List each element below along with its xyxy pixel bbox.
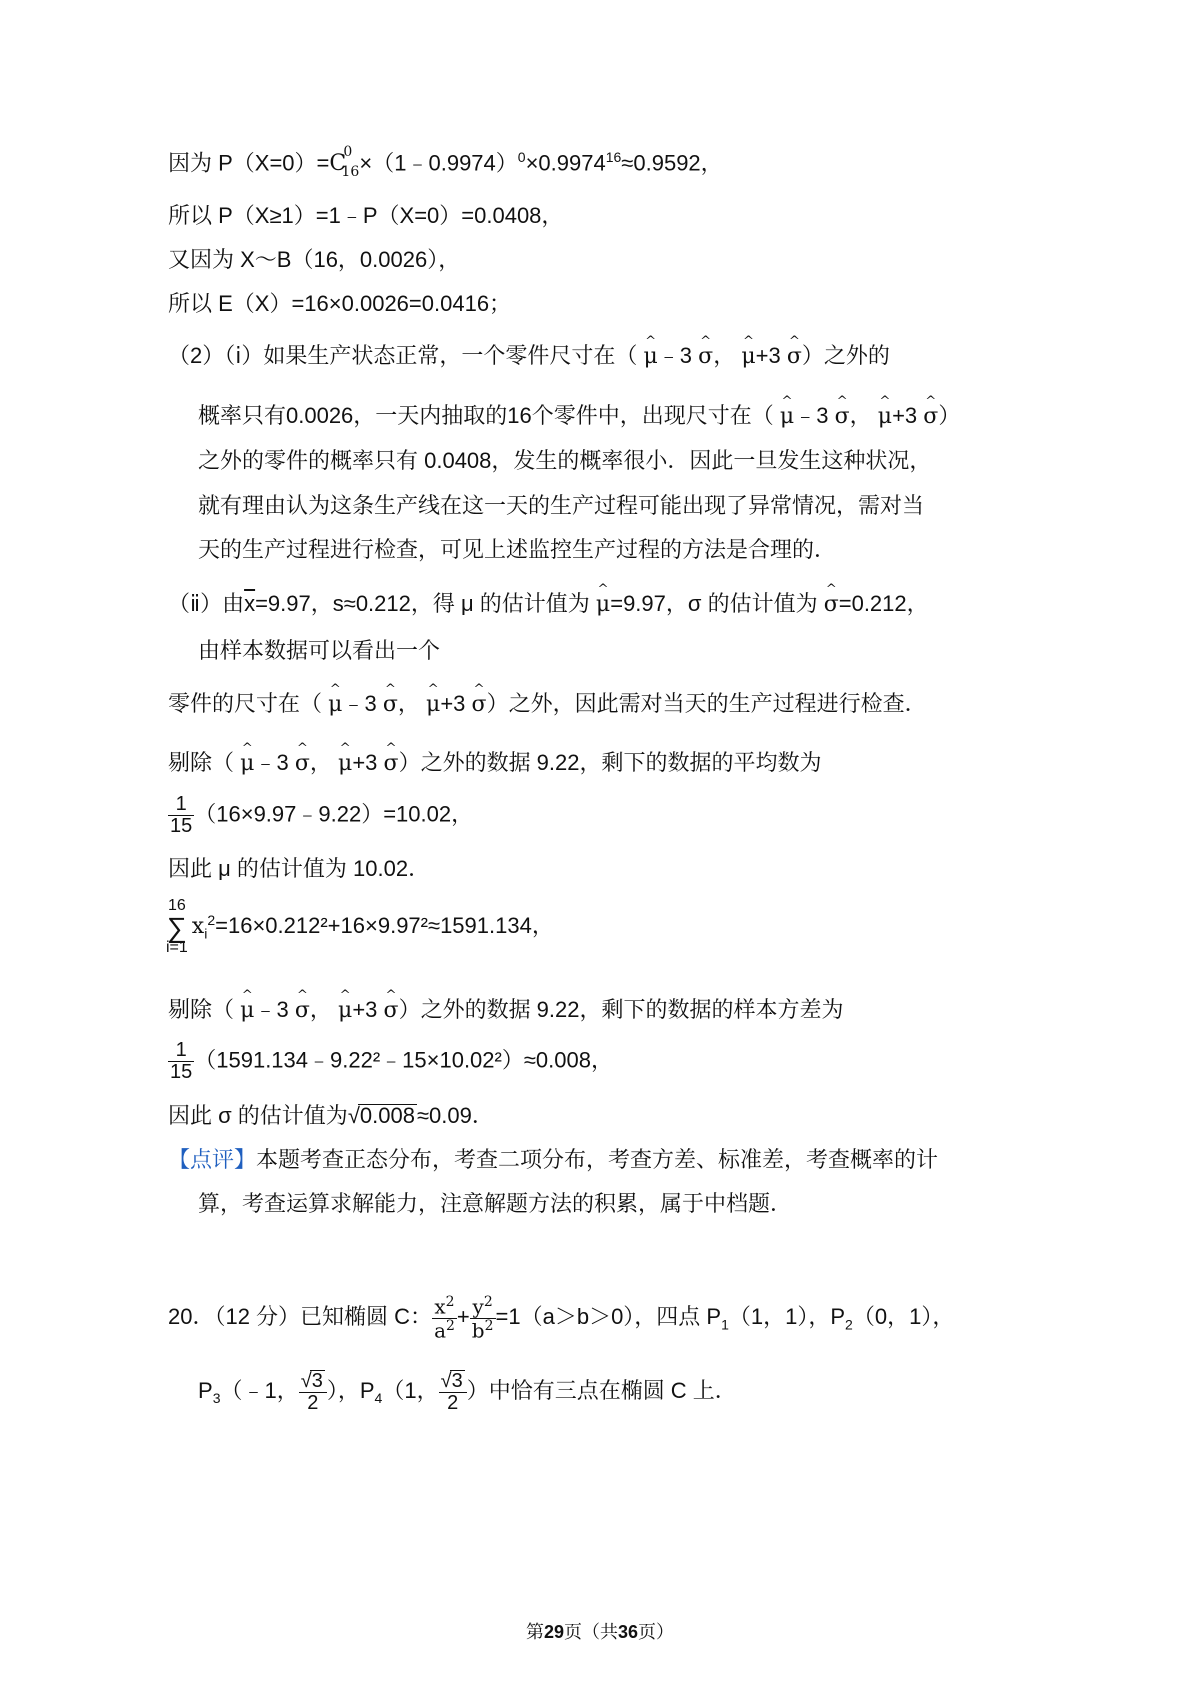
text-segment: （2）（ⅰ）如果生产状态正常，一个零件尺寸在（ <box>168 343 638 368</box>
combination-sup: 0 <box>343 144 353 161</box>
page-footer <box>0 1618 1200 1644</box>
sum-upper: 16 <box>168 897 186 914</box>
text-segment: ﹣3 <box>794 403 829 428</box>
combination-symbol <box>329 144 360 181</box>
summation <box>166 898 188 957</box>
comment-tag: 【点评】 <box>168 1147 257 1172</box>
sigma-hat: ^ σ <box>384 1000 399 1022</box>
subscript: 2 <box>845 1316 853 1333</box>
denominator: 2 <box>307 1392 319 1414</box>
sigma-hat: ^ σ <box>787 346 802 368</box>
problem-20-line-2 <box>198 1370 737 1414</box>
footer-text: 页） <box>638 1622 675 1643</box>
sqrt-radicand: 3 <box>311 1370 323 1392</box>
text-line-17 <box>168 999 844 1022</box>
text-segment: ）之外的数据 9.22，剩下的数据的平均数为 <box>398 750 822 775</box>
text-segment: ）之外的 <box>801 343 890 368</box>
text-segment: ， <box>849 403 872 428</box>
text-segment: （﹣1， <box>220 1377 299 1403</box>
sigma-hat: ^ σ <box>383 694 398 716</box>
text-segment: ×0.9974 <box>525 150 606 176</box>
text-segment: =9.97，s≈0.212，得 μ 的估计值为 <box>255 591 590 616</box>
mu-hat: ^ μ <box>643 346 657 368</box>
text-line-1 <box>168 144 723 181</box>
text-segment: +3 <box>352 750 378 775</box>
numerator: y <box>472 1294 484 1319</box>
mu-hat: ^ μ <box>338 1000 352 1022</box>
denominator: 2 <box>447 1392 459 1414</box>
sigma-hat: ^ σ <box>835 406 850 428</box>
text-line-3: 又因为 X～B（16，0.0026）， <box>168 247 461 272</box>
sqrt-sign: √ <box>300 1370 312 1392</box>
text-segment: 因为 P（X=0）= <box>168 150 330 176</box>
fraction-sqrt3-2 <box>299 1370 327 1414</box>
comment-line-2: 算，考查运算求解能力，注意解题方法的积累，属于中档题． <box>198 1191 793 1216</box>
text-segment: =0.212， <box>838 591 929 616</box>
text-segment: ， <box>713 343 736 368</box>
text-segment: ）之外的数据 9.22，剩下的数据的样本方差为 <box>398 997 844 1022</box>
text-line-14 <box>168 794 473 837</box>
sqrt-sign: √ <box>347 1103 360 1128</box>
combination-c: C <box>329 151 347 177</box>
sum-sign: ∑ <box>166 911 187 943</box>
text-segment: 概率只有0.0026，一天内抽取的16个零件中，出现尺寸在（ <box>198 403 774 428</box>
text-segment: P <box>198 1377 213 1403</box>
text-line-10 <box>168 593 929 616</box>
superscript: 2 <box>483 1294 493 1310</box>
problem-20-line-1 <box>168 1295 954 1341</box>
text-segment: ﹣3 <box>657 343 693 368</box>
text-line-18 <box>168 1040 613 1083</box>
text-segment: ）中恰有三点在椭圆 C 上． <box>466 1377 737 1403</box>
numerator: x <box>434 1294 446 1319</box>
fraction-one-fifteen <box>168 1040 194 1083</box>
superscript: 0 <box>517 149 526 165</box>
sigma-hat: ^ σ <box>295 753 310 775</box>
text-segment: =9.97，σ 的估计值为 <box>610 591 818 616</box>
sigma-hat: ^ σ <box>472 694 487 716</box>
text-line-15: 因此 μ 的估计值为 10.02． <box>168 856 431 881</box>
text-segment: =1（a＞b＞0），四点 P <box>495 1303 722 1329</box>
text-segment: 零件的尺寸在（ <box>168 691 323 716</box>
text-segment: =16×0.212²+16×9.97²≈1591.134， <box>215 913 554 939</box>
text-segment: +3 <box>440 691 466 716</box>
text-line-11: 由样本数据可以看出一个 <box>198 638 441 663</box>
fraction-one-fifteen <box>168 794 194 837</box>
footer-text: 第 <box>525 1622 544 1643</box>
text-segment: ， <box>309 750 332 775</box>
mu-hat: ^ μ <box>240 753 254 775</box>
superscript: 2 <box>446 1317 455 1334</box>
subscript: 1 <box>721 1316 729 1333</box>
denominator: 15 <box>170 815 193 837</box>
subscript: 3 <box>212 1390 221 1407</box>
text-segment: 因此 σ 的估计值为 <box>168 1103 348 1128</box>
text-line-7: 之外的零件的概率只有 0.0408，发生的概率很小．因此一旦发生这种状况， <box>198 448 932 473</box>
text-segment: 剔除（ <box>168 750 235 775</box>
x-var: x <box>191 914 205 940</box>
footer-text: 页（共 <box>564 1622 618 1643</box>
text-segment: + <box>456 1303 470 1329</box>
sigma-hat: ^ σ <box>295 1000 310 1022</box>
text-segment: （16×9.97﹣9.22）=10.02， <box>194 801 474 827</box>
mu-hat: ^ μ <box>878 406 892 428</box>
sqrt-radicand: 0.008 <box>359 1103 415 1128</box>
numerator: 1 <box>168 1040 194 1062</box>
fraction-x2-a2 <box>432 1295 457 1341</box>
mu-hat: ^ μ <box>596 594 610 616</box>
text-line-6 <box>198 405 960 428</box>
fraction-sqrt3-2 <box>439 1370 467 1414</box>
text-segment: （1，1），P <box>728 1303 846 1329</box>
denominator: b <box>471 1318 485 1343</box>
numerator: 1 <box>168 794 194 816</box>
text-line-19 <box>168 1104 494 1127</box>
sigma-hat: ^ σ <box>698 346 713 368</box>
text-segment: （1， <box>382 1377 439 1403</box>
comment-line-1 <box>168 1149 938 1171</box>
text-segment: +3 <box>352 997 378 1022</box>
text-line-5 <box>168 345 890 368</box>
text-segment: ， <box>397 691 420 716</box>
text-segment: ﹣3 <box>254 997 289 1022</box>
mu-hat: ^ μ <box>240 1000 254 1022</box>
text-line-9: 天的生产过程进行检查，可见上述监控生产过程的方法是合理的． <box>198 537 837 562</box>
text-line-4: 所以 E（X）=16×0.0026=0.0416； <box>168 291 512 316</box>
text-line-13 <box>168 752 822 775</box>
x-bar: $\overline{x}$ <box>244 591 256 616</box>
denominator: 15 <box>170 1061 193 1083</box>
subscript: i <box>204 925 208 942</box>
text-segment: 本题考查正态分布，考查二项分布，考查方差、标准差，考查概率的计 <box>256 1147 939 1172</box>
sigma-hat: ^ σ <box>923 406 938 428</box>
text-segment: +3 <box>755 343 781 368</box>
subscript: 4 <box>374 1390 383 1407</box>
text-line-12 <box>168 693 927 716</box>
superscript: 16 <box>605 149 622 165</box>
fraction-y2-b2 <box>470 1295 496 1341</box>
text-segment: ≈0.9592， <box>621 150 723 176</box>
text-segment: （1591.134﹣9.22²﹣15×10.02²）≈0.008， <box>194 1047 613 1073</box>
sum-lower: i=1 <box>166 938 188 956</box>
text-segment: ， <box>309 997 332 1022</box>
text-segment: ）之外，因此需对当天的生产过程进行检查． <box>486 691 927 716</box>
text-line-8: 就有理由认为这条生产线在这一天的生产过程可能出现了异常情况，需对当 <box>198 493 925 518</box>
mu-hat: ^ μ <box>426 694 440 716</box>
superscript: 2 <box>207 911 216 928</box>
sigma-hat: ^ σ <box>384 753 399 775</box>
mu-hat: ^ μ <box>780 406 794 428</box>
text-segment: 20．（12 分）已知椭圆 C： <box>168 1303 433 1329</box>
text-segment: ×（1﹣0.9974） <box>359 150 518 176</box>
mu-hat: ^ μ <box>328 694 342 716</box>
text-segment: ），P <box>326 1377 375 1403</box>
text-segment: ≈0.09． <box>416 1103 494 1128</box>
combination-sub: 16 <box>341 164 360 181</box>
text-segment: ） <box>938 403 961 428</box>
text-line-2: 所以 P（X≥1）=1﹣P（X=0）=0.0408， <box>168 203 564 228</box>
denominator: a <box>434 1318 446 1343</box>
text-segment: ﹣3 <box>342 691 377 716</box>
text-segment: 剔除（ <box>168 997 235 1022</box>
page-number: 29 <box>543 1622 564 1642</box>
text-segment: （ⅱ）由 <box>168 591 245 616</box>
text-line-16 <box>166 898 554 957</box>
text-segment: +3 <box>892 403 918 428</box>
sqrt-radicand: 3 <box>451 1370 463 1392</box>
text-segment: ﹣3 <box>254 750 289 775</box>
mu-hat: ^ μ <box>741 346 755 368</box>
sqrt-sign: √ <box>440 1370 452 1392</box>
total-pages: 36 <box>618 1622 639 1642</box>
superscript: 2 <box>445 1294 455 1310</box>
text-segment: （0，1）， <box>852 1303 955 1329</box>
superscript: 2 <box>484 1317 494 1334</box>
sigma-hat: ^ σ <box>824 594 839 616</box>
mu-hat: ^ μ <box>338 753 352 775</box>
